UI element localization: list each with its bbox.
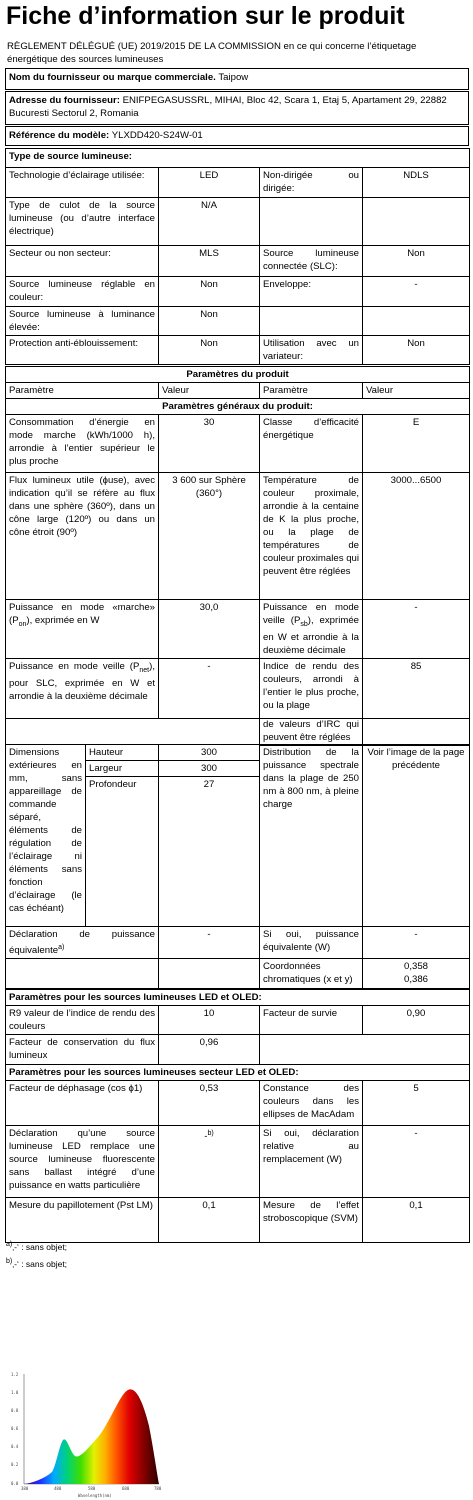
param-label: Température de couleur proximale, arrondie à la centaine de K la plus proche, ou la plage de températures de couleur proximales qui peuvent être réglées <box>260 473 363 600</box>
type-row-label: Utilisation avec un variateur: <box>260 336 363 365</box>
type-table <box>5 148 470 365</box>
x-tick-label: 380 <box>21 1486 29 1491</box>
type-row-label: Protection anti-éblouissement: <box>6 336 159 365</box>
x-tick-label: 680 <box>122 1486 130 1491</box>
dim-value: 300 <box>159 745 260 761</box>
param-value: - <box>363 927 470 959</box>
type-row-value: N/A <box>159 198 260 246</box>
blank-cell <box>159 959 260 989</box>
param-label: Facteur de conservation du flux lumineux <box>6 1035 159 1065</box>
param-label: Mesure du papillotement (Pst LM) <box>6 1198 159 1243</box>
type-row-label <box>260 307 363 336</box>
param-value: 0,53 <box>159 1081 260 1126</box>
supplier-value: Taipow <box>218 72 249 83</box>
model-box <box>5 126 469 146</box>
type-row-value: Non <box>363 336 470 365</box>
param-label: Si oui, puissance équivalente (W) <box>260 927 363 959</box>
x-tick-label: 580 <box>88 1486 96 1491</box>
param-value: 5 <box>363 1081 470 1126</box>
params-table <box>5 366 470 719</box>
page-title: Fiche d’information sur le produit <box>6 2 405 30</box>
param-label: Coordonnées chromatiques (x et y) <box>260 959 363 989</box>
supplier-box <box>5 68 469 90</box>
spectrum-curve <box>24 1389 159 1484</box>
y-tick-label: 1.0 <box>11 1390 19 1395</box>
dim-value: 300 <box>159 761 260 777</box>
type-row-label: Non-dirigée ou dirigée: <box>260 168 363 198</box>
param-value: 3000...6500 <box>363 473 470 600</box>
param-value: - <box>159 927 260 959</box>
type-section-heading: Type de source lumineuse: <box>6 149 470 168</box>
type-row-value: LED <box>159 168 260 198</box>
address-label: Adresse du fournisseur: <box>9 95 120 106</box>
x-tick-label: 780 <box>154 1486 162 1491</box>
col-header-param: Paramètre <box>260 383 363 399</box>
blank-cell <box>363 1035 470 1065</box>
param-label: Flux lumineux utile (ɸuse), avec indication qu’il se réfère au flux dans une sphère (360º), dans un cône large (120º) ou dans un cône étroit (90º) <box>6 473 159 600</box>
param-value: 0,1 <box>159 1198 260 1243</box>
param-value: 10 <box>159 1006 260 1035</box>
param-label: Déclaration de puissance équivalente$^{a)}$ <box>6 927 159 959</box>
param-label: Consommation d’énergie en mode marche (kWh/1000 h), arrondie à l’entier supérieur le plus proche <box>6 415 159 473</box>
page-break-strip <box>5 717 470 746</box>
type-row-label: Technologie d’éclairage utilisée: <box>6 168 159 198</box>
type-row-label <box>260 198 363 246</box>
param-value: 0,358 0,386 <box>363 959 470 989</box>
footnote-b: $^{b)}$‚-‘ : sans objet; <box>6 1258 68 1269</box>
blank-cell <box>6 959 159 989</box>
blank-cell <box>159 793 260 927</box>
y-tick-label: 0.6 <box>11 1426 19 1431</box>
param-label: Déclaration qu’une source lumineuse LED remplace une source lumineuse fluorescente sans ballast intégré d’une puissance en watts particulière <box>6 1126 159 1198</box>
param-value: 0,1 <box>363 1198 470 1243</box>
param-label: Mesure de l’effet stroboscopique (SVM) <box>260 1198 363 1243</box>
blank-cell <box>86 793 159 927</box>
param-value: - <box>159 658 260 718</box>
param-label: Facteur de déphasage (cos ϕ1) <box>6 1081 159 1126</box>
type-row-value: Non <box>159 277 260 307</box>
type-row-value <box>363 307 470 336</box>
type-row-value: NDLS <box>363 168 470 198</box>
param-value: 0,90 <box>363 1006 470 1035</box>
param-label: Puissance en mode veille $(P_{net})$, pour SLC, exprimée en W et arrondie à la deuxième décimale <box>6 658 159 718</box>
spectrum-graph <box>4 1356 169 1500</box>
type-row-value: - <box>363 277 470 307</box>
spectral-distribution-label: Distribution de la puissance spectrale dans la plage de 250 nm à 800 nm, à pleine charge <box>260 745 363 927</box>
param-label-continued: de valeurs d’IRC qui peuvent être réglées <box>260 717 363 746</box>
general-heading: Paramètres généraux du produit: <box>6 399 470 415</box>
blank-cell <box>260 1035 363 1065</box>
param-value: 3 600 sur Sphère (360°) <box>159 473 260 600</box>
y-tick-label: 0.4 <box>11 1444 19 1449</box>
dim-name: Largeur <box>86 761 159 777</box>
address-value: ENIFPEGASUSSRL, MIHAI, Bloc 42, Scara 1, Etaj 5, Apartament 29, 22882 Bucuresti Sectorul 2, Romania <box>9 95 447 119</box>
x-tick-label: 480 <box>54 1486 62 1491</box>
params-heading: Paramètres du produit <box>6 367 470 383</box>
dims-table <box>5 744 470 989</box>
param-value: 30,0 <box>159 600 260 659</box>
type-row-value: MLS <box>159 246 260 277</box>
address-box <box>5 91 469 125</box>
x-axis-label: Wavelength(nm) <box>78 1493 112 1498</box>
param-value: -$^{b)}$ <box>159 1126 260 1198</box>
param-label: R9 valeur de l’indice de rendu des couleurs <box>6 1006 159 1035</box>
param-label: Si oui, déclaration relative au remplacement (W) <box>260 1126 363 1198</box>
type-row-value <box>363 198 470 246</box>
dim-value: 27 <box>159 777 260 793</box>
dimensions-label: Dimensions extérieures en mm, sans appareillage de commande séparé, éléments de régulation de l’éclairage ni éléments sans fonction d’éclairage (le cas échéant) <box>6 745 86 927</box>
spectral-distribution-value: Voir l’image de la page précédente <box>363 745 470 927</box>
type-row-value: Non <box>363 246 470 277</box>
type-row-label: Enveloppe: <box>260 277 363 307</box>
type-row-value: Non <box>159 336 260 365</box>
type-row-label: Type de culot de la source lumineuse (ou d’autre interface électrique) <box>6 198 159 246</box>
param-label: Puissance en mode «marche» $(P_{on})$, exprimée en W <box>6 600 159 659</box>
blank-cell <box>363 717 470 746</box>
param-label: Classe d’efficacité énergétique <box>260 415 363 473</box>
param-value: 0,96 <box>159 1035 260 1065</box>
type-row-label: Source lumineuse à luminance élevée: <box>6 307 159 336</box>
mains-heading: Paramètres pour les sources lumineuses secteur LED et OLED: <box>6 1065 470 1081</box>
regulation-text: RÈGLEMENT DÉLÉGUÉ (UE) 2019/2015 DE LA COMMISSION en ce qui concerne l’étiquetage énergétique des sources lumineuses <box>7 41 417 65</box>
col-header-value: Valeur <box>159 383 260 399</box>
model-label: Référence du modèle: <box>9 130 110 141</box>
dim-name: Hauteur <box>86 745 159 761</box>
led-heading: Paramètres pour les sources lumineuses LED et OLED: <box>6 990 470 1006</box>
led-table <box>5 989 470 1243</box>
col-header-param: Paramètre <box>6 383 159 399</box>
type-row-label: Source lumineuse réglable en couleur: <box>6 277 159 307</box>
footnote-a: $^{a)}$‚-‘ : sans objet; <box>6 1241 68 1252</box>
param-value: 30 <box>159 415 260 473</box>
param-label: Indice de rendu des couleurs, arrondi à l’entier le plus proche, ou la plage <box>260 658 363 718</box>
param-label: Constance des couleurs dans les ellipses de MacAdam <box>260 1081 363 1126</box>
type-row-label: Source lumineuse connectée (SLC): <box>260 246 363 277</box>
dim-name: Profondeur <box>86 777 159 793</box>
type-row-value: Non <box>159 307 260 336</box>
supplier-label: Nom du fournisseur ou marque commerciale. <box>9 72 216 83</box>
col-header-value: Valeur <box>363 383 470 399</box>
y-tick-label: 1.2 <box>11 1372 19 1377</box>
blank-cell <box>6 717 260 746</box>
type-row-label: Secteur ou non secteur: <box>6 246 159 277</box>
param-label: Facteur de survie <box>260 1006 363 1035</box>
y-tick-label: 0.8 <box>11 1408 19 1413</box>
param-value: 85 <box>363 658 470 718</box>
param-value: - <box>363 600 470 659</box>
y-tick-label: 0.0 <box>11 1481 19 1486</box>
model-value: YLXDD420-S24W-01 <box>111 130 203 141</box>
y-tick-label: 0.2 <box>11 1462 19 1467</box>
param-label: Puissance en mode veille $(P_{sb})$, exprimée en W et arrondie à la deuxième décimale <box>260 600 363 659</box>
param-value: - <box>363 1126 470 1198</box>
param-value: E <box>363 415 470 473</box>
